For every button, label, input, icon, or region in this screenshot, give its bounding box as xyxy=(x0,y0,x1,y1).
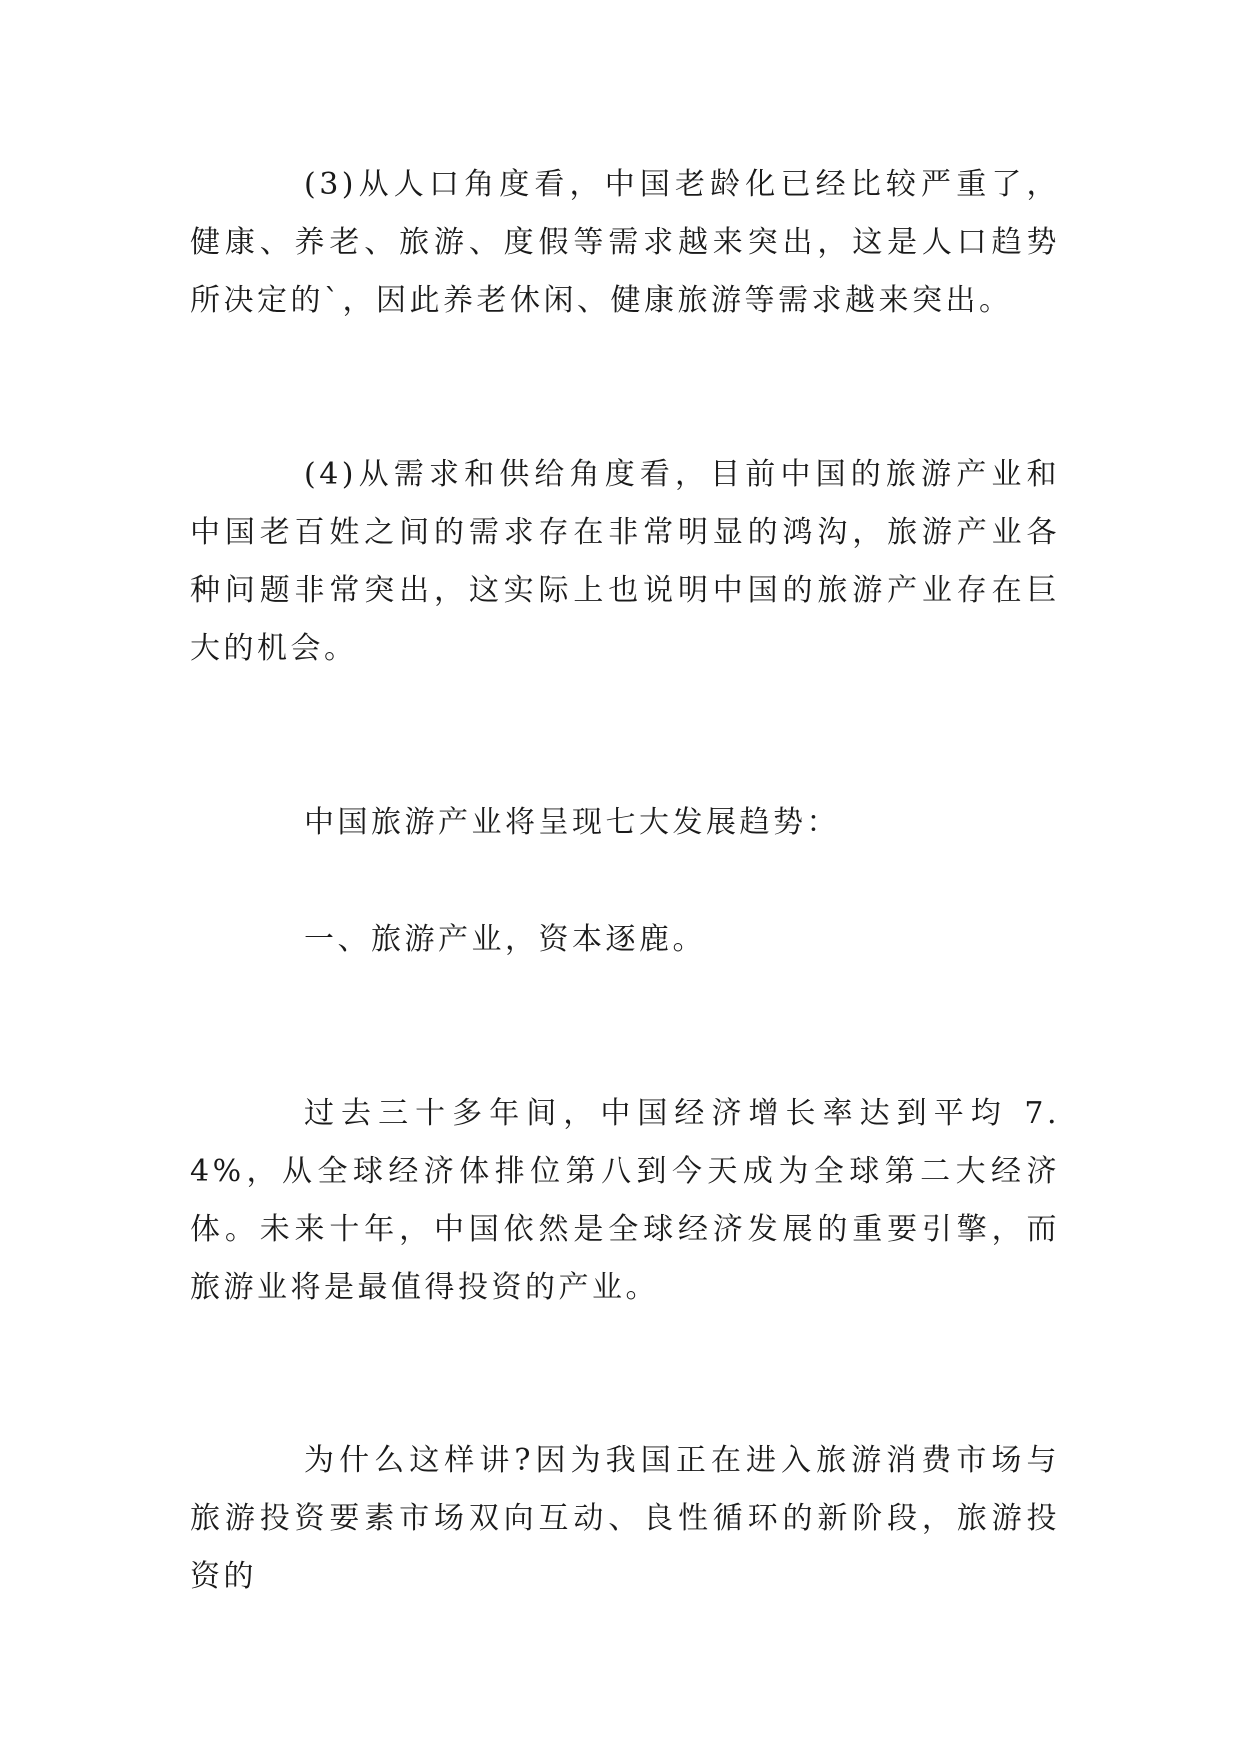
paragraph-supply-demand: (4)从需求和供给角度看，目前中国的旅游产业和中国老百姓之间的需求存在非常明显的鸿沟，旅游产业各种问题非常突出，这实际上也说明中国的旅游产业存在巨大的机会。 xyxy=(190,457,1060,666)
subheading-capital-competition: 一、旅游产业，资本逐鹿。 xyxy=(304,922,706,957)
paragraph-population-aging: (3)从人口角度看，中国老龄化已经比较严重了，健康、养老、旅游、度假等需求越来突出，这是人口趋势所决定的`，因此养老休闲、健康旅游等需求越来突出。 xyxy=(190,167,1060,318)
paragraph-why-investment: 为什么这样讲?因为我国正在进入旅游消费市场与旅游投资要素市场双向互动、良性循环的新阶段，旅游投资的 xyxy=(190,1443,1060,1594)
section-heading-seven-trends: 中国旅游产业将呈现七大发展趋势： xyxy=(304,805,840,840)
paragraph-economic-growth: 过去三十多年间，中国经济增长率达到平均 7.4%，从全球经济体排位第八到今天成为全球第二大经济体。未来十年，中国依然是全球经济发展的重要引擎，而旅游业将是最值得投资的产业。 xyxy=(190,1096,1060,1305)
